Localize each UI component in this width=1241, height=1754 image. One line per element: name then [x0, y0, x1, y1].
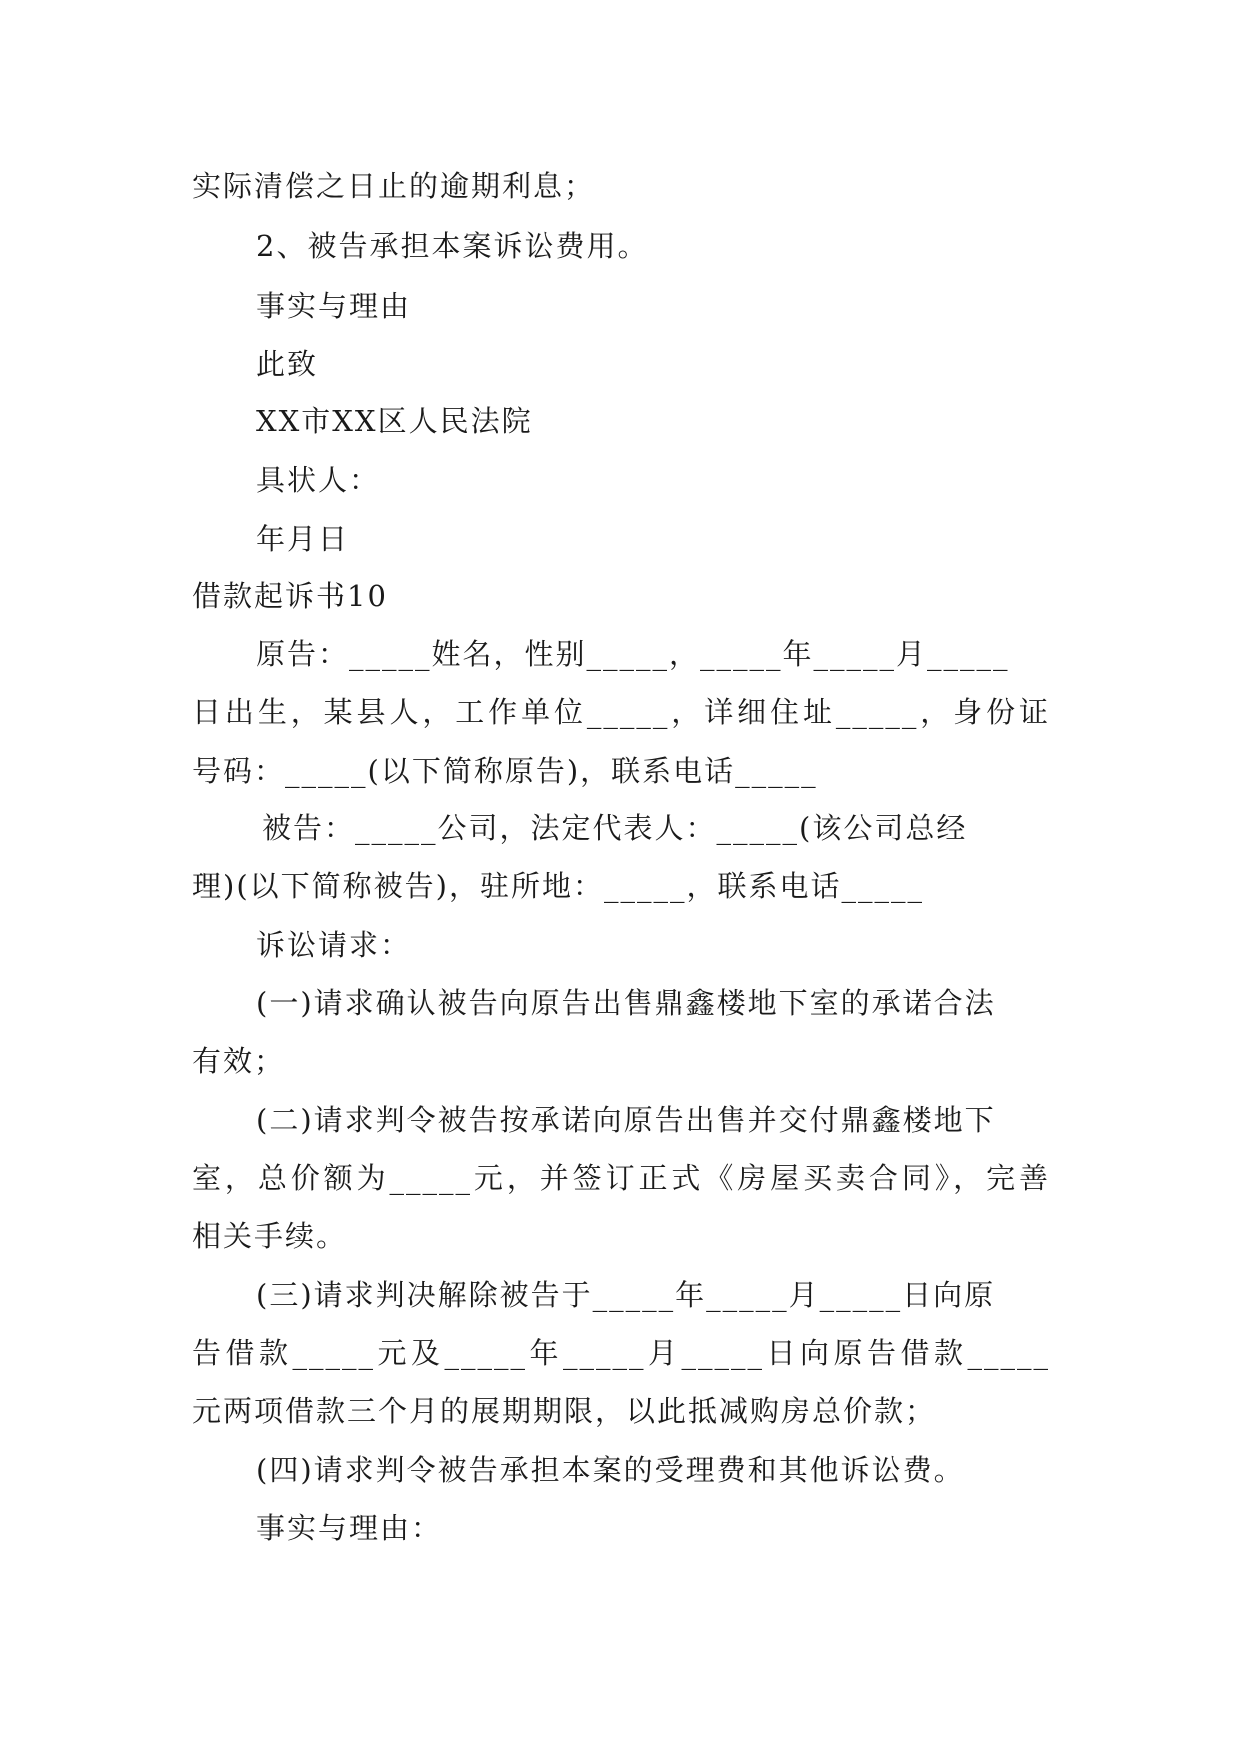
- text-line: 告借款_____元及_____年_____月_____日向原告借款_____: [192, 1336, 1050, 1370]
- text-line: 原告：_____姓名，性别_____，_____年_____月_____: [256, 637, 1010, 671]
- section-heading: 事实与理由：: [256, 1511, 443, 1545]
- section-heading: 诉讼请求：: [256, 928, 412, 962]
- text-line: 日出生，某县人，工作单位_____，详细住址_____，身份证: [192, 695, 1050, 729]
- text-line: 理)(以下简称被告)，驻所地：_____，联系电话_____: [192, 869, 924, 903]
- text-line: (四)请求判令被告承担本案的受理费和其他诉讼费。: [256, 1453, 965, 1487]
- text-line: 实际清偿之日止的逾期利息；: [192, 169, 596, 203]
- signer-label: 具状人：: [256, 463, 381, 497]
- text-line: (三)请求判决解除被告于_____年_____月_____日向原: [256, 1278, 996, 1312]
- date-label: 年月日: [256, 522, 350, 556]
- document-title: 借款起诉书10: [192, 579, 388, 613]
- text-line: 相关手续。: [192, 1219, 348, 1253]
- section-heading: 事实与理由: [256, 289, 412, 323]
- text-line: 被告：_____公司，法定代表人：_____(该公司总经: [262, 811, 968, 845]
- text-line: (一)请求确认被告向原告出售鼎鑫楼地下室的承诺合法: [256, 986, 996, 1020]
- text-line: 此致: [256, 347, 319, 381]
- text-line: 2、被告承担本案诉讼费用。: [256, 229, 649, 263]
- text-line: 室，总价额为_____元，并签订正式《房屋买卖合同》，完善: [192, 1161, 1050, 1195]
- text-line: 号码：_____(以下简称原告)，联系电话_____: [192, 754, 818, 788]
- text-line: 有效；: [192, 1044, 286, 1078]
- text-line: (二)请求判令被告按承诺向原告出售并交付鼎鑫楼地下: [256, 1103, 996, 1137]
- text-line: 元两项借款三个月的展期期限，以此抵减购房总价款；: [192, 1394, 937, 1428]
- court-name: XX市XX区人民法院: [256, 404, 533, 438]
